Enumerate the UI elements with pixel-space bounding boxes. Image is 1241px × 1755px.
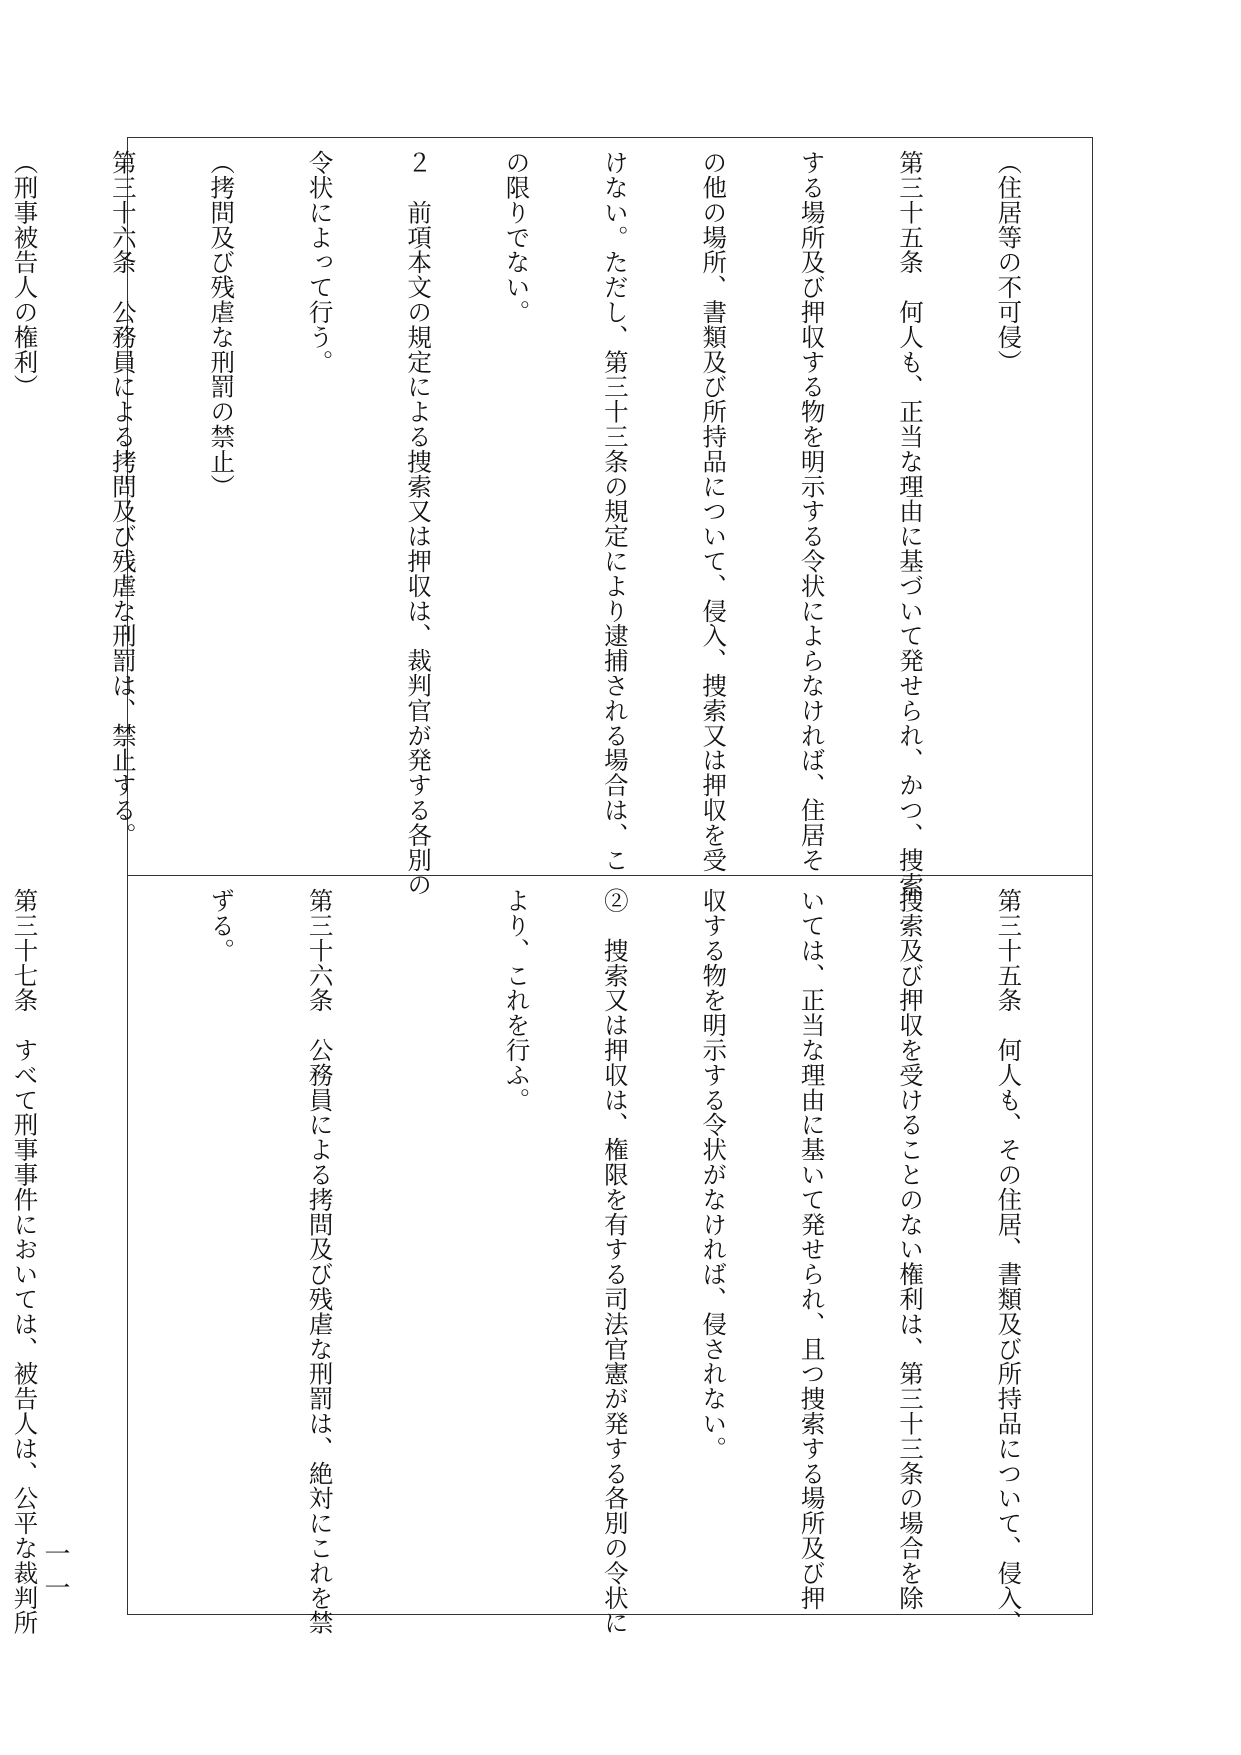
text-line: けない。ただし、第三十三条の規定により逮捕される場合は、こ: [600, 150, 630, 873]
text-line: 第三十六条 公務員による拷問及び残虐な刑罰は、禁止する。: [108, 150, 138, 848]
text-line: 令状によって行う。: [305, 150, 335, 375]
text-line: の限りでない。: [502, 150, 532, 325]
text-line: （住居等の不可侵）: [994, 150, 1024, 375]
text-line: する場所及び押収する物を明示する令状によらなければ、住居そ: [797, 150, 827, 873]
text-line: 第三十五条 何人も、正当な理由に基づいて発せられ、かつ、捜索: [896, 150, 926, 897]
text-line: [106, 888, 139, 1603]
text-line: いては、正当な理由に基いて発せられ、且つ捜索する場所及び押: [797, 888, 827, 1611]
text-line: ずる。: [207, 888, 237, 963]
section-divider: [127, 875, 1093, 876]
page-number: 一一: [40, 1540, 70, 1608]
text-line: 第三十七条 すべて刑事事件においては、被告人は、公平な裁判所: [10, 888, 40, 1635]
upper-section-text: [10, 150, 1090, 897]
text-line: 収する物を明示する令状がなければ、侵されない。: [699, 888, 729, 1461]
text-line: ② 捜索又は押収は、権限を有する司法官憲が発する各別の令状に: [600, 888, 630, 1635]
text-line: 第三十五条 何人も、その住居、書類及び所持品について、侵入、: [994, 888, 1024, 1635]
text-line: ２ 前項本文の規定による捜索又は押収は、裁判官が発する各別の: [404, 150, 434, 897]
text-line: （刑事被告人の権利）: [10, 150, 40, 399]
text-line: 第三十六条 公務員による拷問及び残虐な刑罰は、絶対にこれを禁: [305, 888, 335, 1635]
text-line: 捜索及び押収を受けることのない権利は、第三十三条の場合を除: [896, 888, 926, 1611]
text-line: より、これを行ふ。: [502, 888, 532, 1113]
text-line: （拷問及び残虐な刑罰の禁止）: [207, 150, 237, 499]
text-line: [401, 888, 434, 1603]
text-line: の他の場所、書類及び所持品について、侵入、捜索又は押収を受: [699, 150, 729, 873]
